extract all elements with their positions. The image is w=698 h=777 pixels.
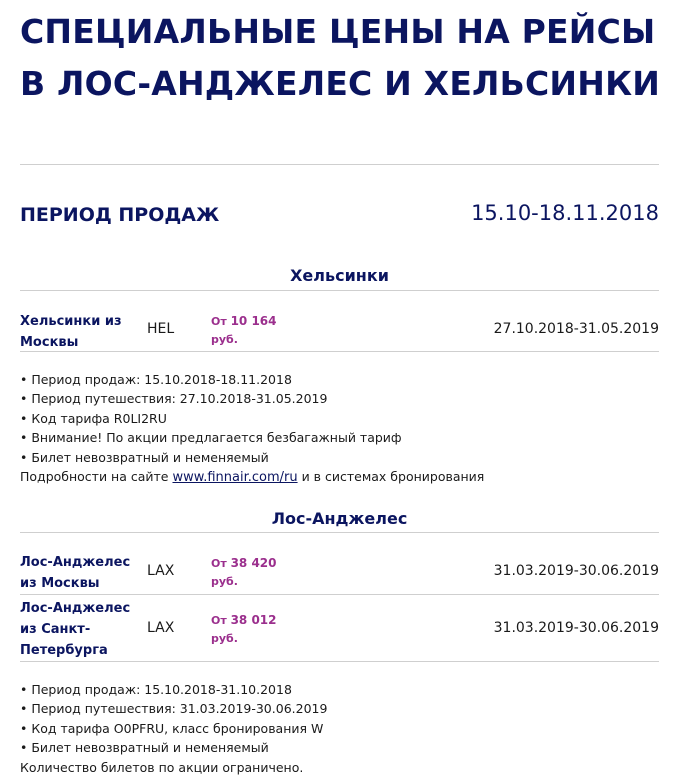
list-item: • Период путешествия: 27.10.2018-31.05.2019: [20, 391, 328, 407]
price-prefix: От: [211, 614, 227, 627]
row-city: Лос-Анджелес из Москвы: [20, 555, 131, 591]
list-item: • Период продаж: 15.10.2018-18.11.2018: [20, 372, 292, 387]
row-travel-period: 31.03.2019-30.06.2019: [493, 563, 659, 579]
price-amount: 38 012: [230, 613, 277, 627]
price-prefix: От: [211, 315, 227, 328]
sale-period-label: ПЕРИОД ПРОДАЖ: [20, 204, 220, 226]
divider: [20, 351, 659, 352]
row-airport-code: HEL: [147, 321, 175, 337]
row-airport-code: LAX: [147, 563, 175, 579]
table-row: [20, 551, 659, 593]
section-title-helsinki: Хельсинки: [290, 266, 389, 285]
row-price: [211, 312, 291, 349]
price-currency: руб.: [211, 632, 238, 645]
list-item: Количество билетов по акции ограничено.: [20, 759, 304, 775]
price-currency: руб.: [211, 333, 238, 346]
list-item: • Код тарифа R0LI2RU: [20, 410, 167, 426]
price-currency: руб.: [211, 575, 238, 588]
divider: [20, 661, 659, 662]
finnair-link[interactable]: www.finnair.com/ru: [172, 470, 298, 486]
row-city: Хельсинки из Москвы: [20, 314, 122, 350]
list-item: • Период продаж: 15.10.2018-31.10.2018: [20, 682, 292, 697]
price-amount: 10 164: [230, 314, 277, 328]
list-item: • Внимание! По акции предлагается безбагажный тариф: [20, 430, 402, 446]
list-item: • Код тарифа O0PFRU, класс бронирования W: [20, 720, 324, 736]
sale-period-dates: 15.10-18.11.2018: [471, 201, 659, 225]
list-item: • Период путешествия: 31.03.2019-30.06.2019: [20, 701, 328, 717]
helsinki-notes: [20, 370, 660, 487]
row-price: [211, 554, 291, 591]
page-title: СПЕЦИАЛЬНЫЕ ЦЕНЫ НА РЕЙСЫ В ЛОС-АНДЖЕЛЕС И ХЕЛЬСИНКИ: [20, 12, 661, 103]
details-suffix: и в системах бронирования: [301, 469, 485, 485]
row-travel-period: 27.10.2018-31.05.2019: [493, 321, 659, 337]
divider: [20, 164, 659, 165]
list-item: • Билет невозвратный и неменяемый: [20, 740, 269, 756]
details-line: [20, 467, 660, 487]
details-prefix: Подробности на сайте: [20, 469, 169, 485]
divider: [20, 532, 659, 533]
price-amount: 38 420: [230, 556, 277, 570]
los-angeles-notes: [20, 680, 660, 777]
section-title-los-angeles: Лос-Анджелес: [271, 509, 408, 528]
row-price: [211, 611, 291, 648]
row-airport-code: LAX: [147, 620, 175, 636]
divider: [20, 594, 659, 595]
table-row: [20, 597, 659, 661]
row-city: Лос-Анджелес из Санкт-Петербурга: [20, 601, 131, 658]
price-prefix: От: [211, 557, 227, 570]
table-row: [20, 309, 659, 351]
row-travel-period: 31.03.2019-30.06.2019: [493, 620, 659, 636]
list-item: • Билет невозвратный и неменяемый: [20, 449, 269, 465]
divider: [20, 290, 659, 291]
